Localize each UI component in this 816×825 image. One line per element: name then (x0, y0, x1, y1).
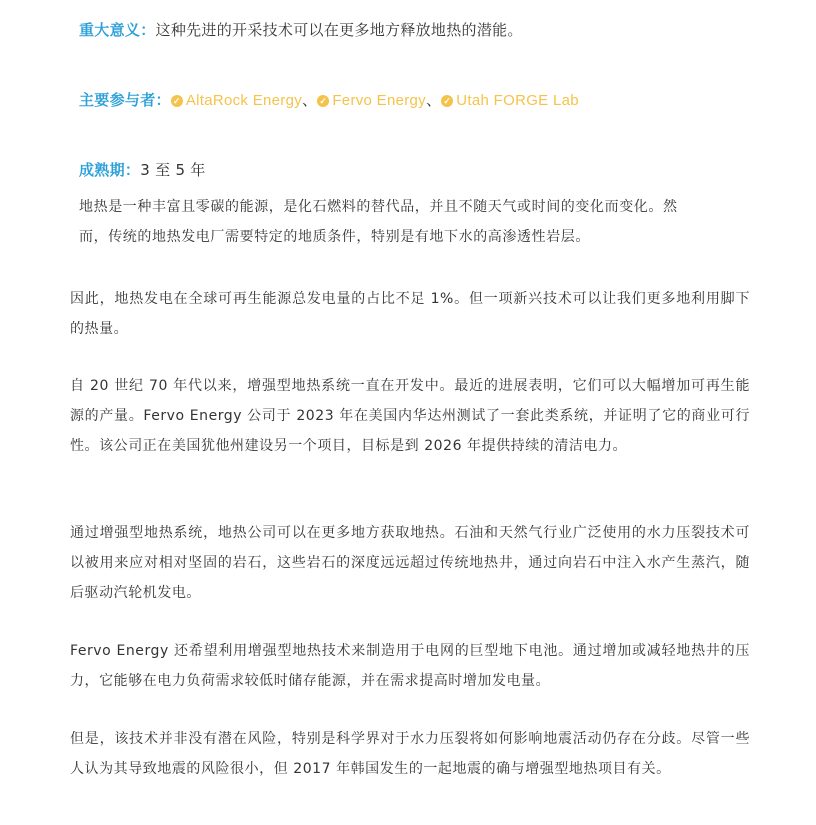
intro-paragraph (79, 192, 747, 252)
significance-value: 这种先进的开采技术可以在更多地方释放地热的潜能。 (155, 21, 523, 39)
paragraph-method: 通过增强型地热系统，地热公司可以在更多地方获取地热。石油和天然气行业广泛使用的水力压裂技术可以被用来应对相对坚固的岩石，这些岩石的深度远远超过传统地热井，通过向岩石中注入水产生蒸汽，随后驱动汽轮机发电。 (70, 525, 750, 601)
check-circle-icon: ✓ (171, 95, 183, 107)
maturity-value: 3 至 5 年 (140, 161, 206, 179)
intro-line-1: 地热是一种丰富且零碳的能源，是化石燃料的替代品，并且不随天气或时间的变化而变化。然 (79, 199, 678, 215)
check-circle-icon: ✓ (441, 95, 453, 107)
intro-line-2: 而，传统的地热发电厂需要特定的地质条件，特别是有地下水的高渗透性岩层。 (79, 229, 590, 245)
paragraph-battery: Fervo Energy 还希望利用增强型地热技术来制造用于电网的巨型地下电池。通过增加或减轻地热井的压力，它能够在电力负荷需求较低时储存能源，并在需求提高时增加发电量。 (70, 643, 750, 689)
participants-label: 主要参与者： (79, 91, 171, 109)
participant-fervo[interactable]: ✓ Fervo Energy (317, 92, 426, 109)
significance-line (79, 19, 523, 41)
significance-label: 重大意义： (79, 21, 156, 39)
participant-separator: 、 (302, 91, 318, 109)
participant-altarock[interactable]: ✓ AltaRock Energy (171, 92, 302, 109)
paragraph-history: 自 20 世纪 70 年代以来，增强型地热系统一直在开发中。最近的进展表明，它们可以大幅增加可再生能源的产量。Fervo Energy 公司于 2023 年在美国内华达州测试了一套此类系统，并证明了它的商业可行性。该公司正在美国犹他州建设另一个项目，目标是到 2026 年提供持续的清洁电力。 (70, 378, 750, 454)
participant-separator: 、 (425, 91, 442, 109)
paragraph-risk: 但是，该技术并非没有潜在风险，特别是科学界对于水力压裂将如何影响地震活动仍存在分歧。尽管一些人认为其导致地震的风险很小，但 2017 年韩国发生的一起地震的确与增强型地热项目有关。 (70, 731, 750, 777)
maturity-line (79, 159, 206, 181)
participants-line (79, 89, 579, 112)
participant-utah-forge[interactable]: ✓ Utah FORGE Lab (441, 92, 579, 109)
maturity-label: 成熟期： (79, 161, 141, 179)
check-circle-icon: ✓ (317, 95, 329, 107)
paragraph-share: 因此，地热发电在全球可再生能源总发电量的占比不足 1%。但一项新兴技术可以让我们更多地利用脚下的热量。 (70, 291, 750, 337)
